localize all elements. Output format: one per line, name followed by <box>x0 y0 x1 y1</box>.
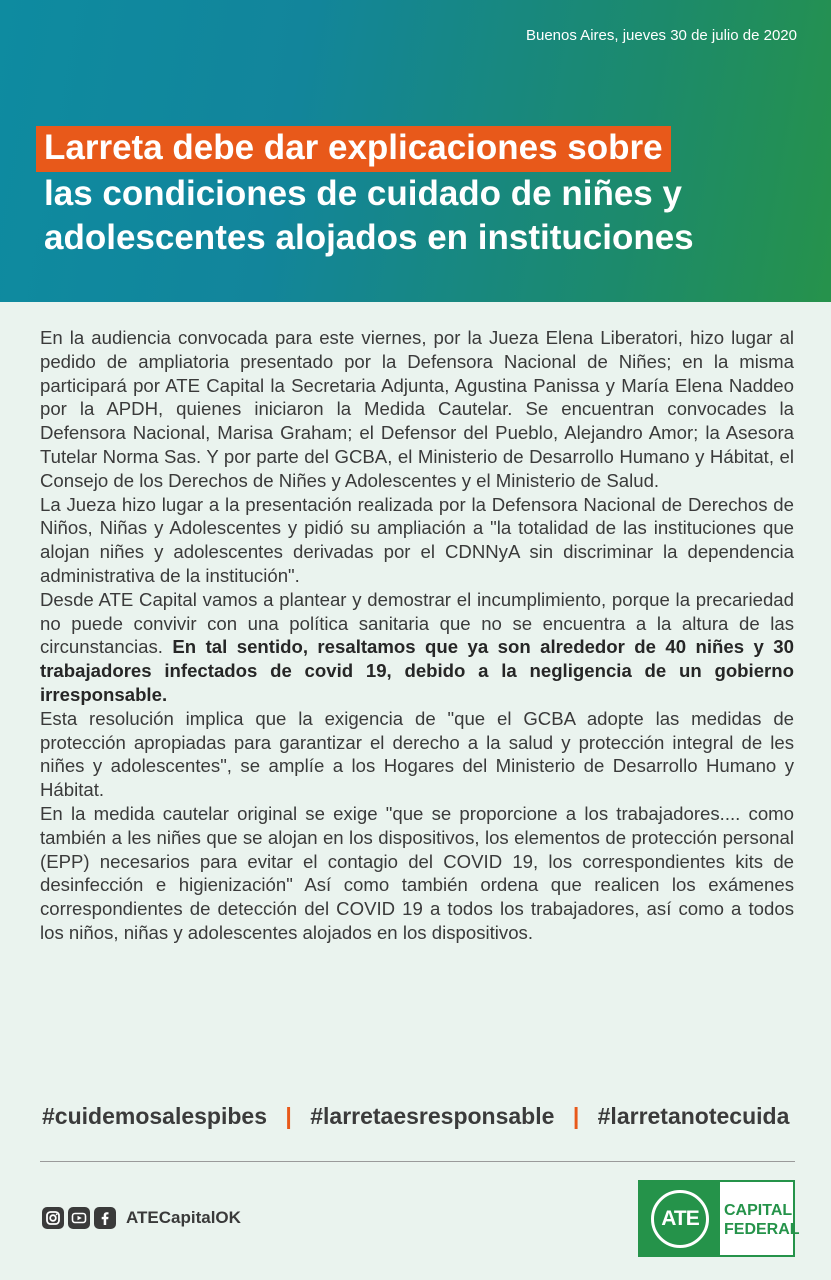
separator: | <box>572 1103 580 1129</box>
youtube-icon[interactable] <box>68 1207 90 1229</box>
logo-mark: ATE <box>651 1190 709 1248</box>
headline-line-3: adolescentes alojados en instituciones <box>44 218 694 257</box>
logo-line-2: FEDERAL <box>724 1221 800 1238</box>
facebook-icon[interactable] <box>94 1207 116 1229</box>
header-banner <box>0 0 831 302</box>
hashtag-row <box>42 1103 802 1130</box>
headline-highlight: Larreta debe dar explicaciones sobre <box>36 126 671 172</box>
article-body <box>40 326 794 945</box>
instagram-icon[interactable] <box>42 1207 64 1229</box>
logo-text <box>724 1201 800 1239</box>
paragraph-2: La Jueza hizo lugar a la presentación realizada por la Defensora Nacional de Derechos de Niños, Niñas y Adolescentes y pidió su ampliación a "la totalidad de las instituciones que alojan niñes y adolescentes derivadas por el CDNNyA sin discriminar la dependencia administrativa de la institución". <box>40 493 794 586</box>
hashtag-1[interactable]: #cuidemosalespibes <box>42 1103 267 1129</box>
headline <box>36 126 816 260</box>
logo-line-1: CAPITAL <box>724 1202 793 1219</box>
paragraph-4: Esta resolución implica que la exigencia de "que el GCBA adopte las medidas de protección apropiadas para garantizar el derecho a la salud y protección integral de les niñes y adolescentes", se amplíe a los Hogares del Ministerio de Desarrollo Humano y Hábitat. <box>40 707 794 801</box>
logo-emblem <box>640 1182 720 1255</box>
paragraph-3 <box>40 588 794 707</box>
paragraph-3-bold: En tal sentido, resaltamos que ya son alrededor de 40 niñes y 30 trabajadores infectados de covid 19, debido a la negligencia de un gobierno irresponsable. <box>40 636 794 705</box>
paragraph-5: En la medida cautelar original se exige "que se proporcione a los trabajadores.... como también a les niñes que se alojan en los dispositivos, los elementos de protección personal (EPP) necesarios para evitar el contagio del COVID 19, los correspondientes kits de desinfección e higienización" Así como también ordena que realicen los exámenes correspondientes de detección del COVID 19 a todos los trabajadores, así como a todos los niños, niñas y adolescentes alojados en los dispositivos. <box>40 802 794 943</box>
hashtag-3[interactable]: #larretanotecuida <box>597 1103 790 1129</box>
social-links <box>42 1207 241 1229</box>
social-handle[interactable]: ATECapitalOK <box>126 1208 241 1227</box>
paragraph-3-text: Desde ATE Capital vamos a plantear y demostrar el incumplimiento, porque la precariedad no puede convivir con una política sanitaria que no se encuentra a la altura de las circunstancias. <box>40 588 794 658</box>
ate-logo <box>638 1180 800 1257</box>
headline-line-2: las condiciones de cuidado de niñes y <box>44 174 682 213</box>
separator: | <box>285 1103 292 1129</box>
date-line: Buenos Aires, jueves 30 de julio de 2020 <box>525 27 797 44</box>
hashtag-2[interactable]: #larretaesresponsable <box>310 1103 555 1129</box>
paragraph-1: En la audiencia convocada para este viernes, por la Jueza Elena Liberatori, hizo lugar al pedido de ampliatoria presentado por la Defensora Nacional de Niñes; en la misma participará por ATE Capital la Secretaria Adjunta, Agustina Panissa y María Elena Naddeo por la APDH, quienes iniciaron la Medida Cautelar. Se encuentran convocades la Defensora Nacional, Marisa Graham; el Defensor del Pueblo, Alejandro Amor; la Asesora Tutelar Norma Sas. Y por parte del GCBA, el Ministerio de Desarrollo Humano y Hábitat, el Consejo de los Derechos de Niñes y Adolescentes y el Ministerio de Salud. <box>40 327 794 491</box>
footer-divider <box>40 1161 795 1162</box>
